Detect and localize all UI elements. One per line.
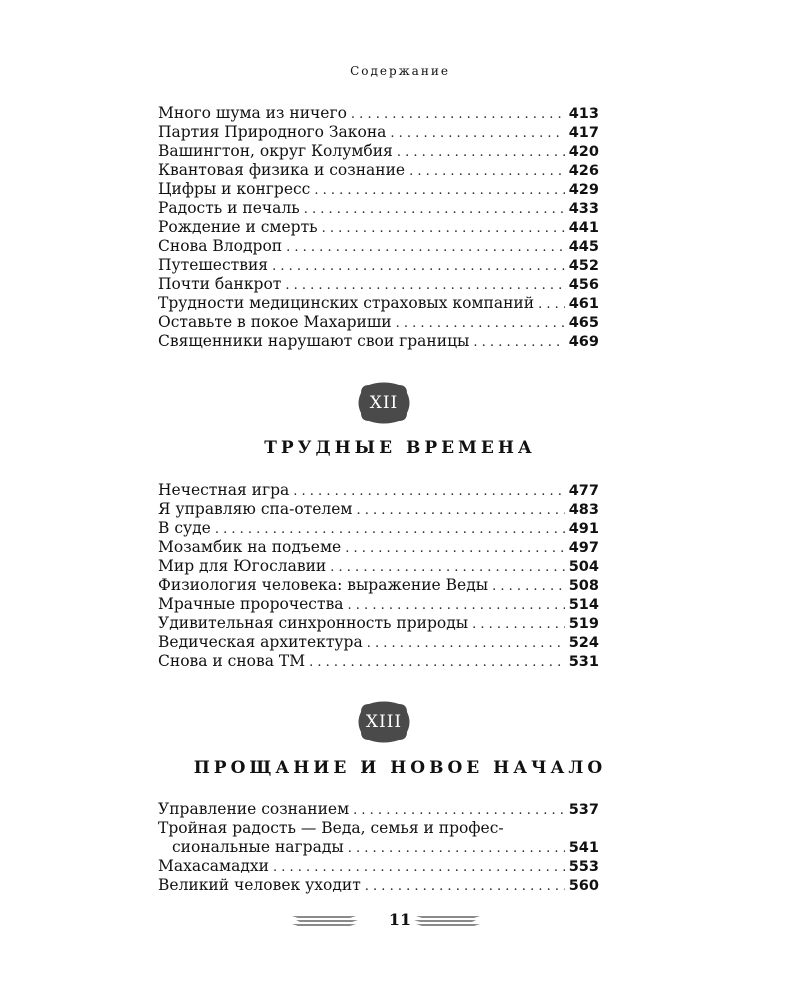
dot-leader [409, 162, 565, 181]
dot-leader [273, 858, 565, 877]
dot-leader [473, 333, 564, 352]
dot-leader [314, 181, 564, 200]
toc-entry-page: 445 [568, 239, 599, 255]
part-numeral: XII [369, 393, 399, 413]
toc-entry-title: Трудности медицинских страховых компаний [158, 294, 535, 312]
toc-entry[interactable] [158, 538, 599, 557]
toc-entry[interactable] [158, 275, 599, 294]
toc-entry-title-line-2: сиональные награды [172, 838, 344, 856]
toc-entry-title: Оставьте в покое Махариши [158, 313, 392, 331]
toc-entry-page: 441 [568, 220, 599, 236]
dot-leader [309, 653, 565, 672]
toc-entry[interactable] [158, 500, 599, 519]
toc-entry-title: Мозамбик на подъеме [158, 538, 342, 556]
toc-section-part-13 [158, 800, 599, 895]
toc-entry[interactable] [158, 332, 599, 351]
toc-entry-title: Вашингтон, округ Колумбия [158, 142, 393, 160]
dot-leader [215, 520, 565, 539]
toc-entry-title: Почти банкрот [158, 275, 282, 293]
toc-entry-page: 426 [568, 163, 599, 179]
part-numeral: XIII [365, 712, 403, 732]
dot-leader [348, 596, 565, 615]
toc-entry-title: Много шума из ничего [158, 104, 347, 122]
toc-entry[interactable] [158, 595, 599, 614]
toc-entry-title: Партия Природного Закона [158, 123, 387, 141]
toc-entry-page: 456 [568, 277, 599, 293]
toc-entry-page: 420 [568, 144, 599, 160]
toc-entry-title: Ведическая архитектура [158, 633, 363, 651]
toc-entry-page: 537 [568, 802, 599, 818]
toc-entry-page: 452 [568, 258, 599, 274]
toc-entry-page: 553 [568, 859, 599, 875]
toc-entry-title: Радость и печаль [158, 199, 300, 217]
dot-leader [272, 257, 565, 276]
toc-section-continued [158, 104, 599, 351]
toc-entry-page: 514 [568, 597, 599, 613]
toc-entry[interactable] [158, 876, 599, 895]
toc-entry-page: 504 [568, 559, 599, 575]
dot-leader [390, 124, 564, 143]
part-badge-13 [357, 700, 411, 744]
toc-entry[interactable] [158, 800, 599, 819]
toc-entry[interactable] [158, 142, 599, 161]
toc-entry[interactable] [158, 838, 599, 857]
toc-entry[interactable] [158, 199, 599, 218]
dot-leader [304, 200, 565, 219]
toc-entry-page: 508 [568, 578, 599, 594]
toc-entry-title: Я управляю спа-отелем [158, 500, 353, 518]
dot-leader [472, 615, 565, 634]
dot-leader [365, 877, 565, 896]
toc-section-part-12 [158, 481, 599, 671]
toc-entry-page: 413 [568, 106, 599, 122]
part-title: ТРУДНЫЕ ВРЕМЕНА [264, 438, 536, 458]
dot-leader [538, 295, 565, 314]
toc-entry-title: В суде [158, 519, 211, 537]
toc-entry-title: Махасамадхи [158, 857, 269, 875]
page-number: 11 [388, 910, 412, 929]
toc-entry-page: 461 [568, 296, 599, 312]
toc-entry[interactable] [158, 123, 599, 142]
toc-entry-page: 433 [568, 201, 599, 217]
toc-entry[interactable] [158, 614, 599, 633]
folio-ornament-right-icon [412, 908, 482, 932]
toc-entry-title: Цифры и конгресс [158, 180, 311, 198]
toc-entry-title: Мрачные пророчества [158, 595, 344, 613]
toc-entry[interactable] [158, 633, 599, 652]
toc-entry-page: 524 [568, 635, 599, 651]
toc-entry[interactable] [158, 481, 599, 500]
dot-leader [397, 143, 565, 162]
running-head: Содержание [350, 64, 450, 78]
toc-entry[interactable] [158, 313, 599, 332]
toc-entry-page: 531 [568, 654, 599, 670]
toc-entry-title: Великий человек уходит [158, 876, 361, 894]
dot-leader [356, 501, 564, 520]
toc-entry-title: Удивительная синхронность природы [158, 614, 469, 632]
toc-entry-title: Рождение и смерть [158, 218, 318, 236]
dot-leader [293, 482, 564, 501]
dot-leader [367, 634, 565, 653]
dot-leader [322, 219, 565, 238]
toc-entry-title: Управление сознанием [158, 800, 350, 818]
toc-entry-page: 483 [568, 502, 599, 518]
toc-entry-title: Мир для Югославии [158, 557, 327, 575]
dot-leader [285, 276, 564, 295]
dot-leader [286, 238, 565, 257]
toc-entry-title: Снова и снова ТМ [158, 652, 306, 670]
dot-leader [348, 839, 565, 858]
toc-entry[interactable] [158, 237, 599, 256]
toc-entry[interactable] [158, 180, 599, 199]
dot-leader [492, 577, 565, 596]
toc-entry-page: 560 [568, 878, 599, 894]
toc-entry-page: 465 [568, 315, 599, 331]
toc-entry[interactable] [158, 294, 599, 313]
toc-entry[interactable] [158, 256, 599, 275]
dot-leader [345, 539, 565, 558]
toc-entry[interactable] [158, 557, 599, 576]
toc-entry-title: Нечестная игра [158, 481, 290, 499]
folio [0, 908, 800, 932]
toc-entry-title: Путешествия [158, 256, 269, 274]
part-badge-12 [357, 381, 411, 425]
toc-entry[interactable] [158, 218, 599, 237]
toc-entry-title: Снова Влодроп [158, 237, 283, 255]
toc-entry-title: Физиология человека: выражение Веды [158, 576, 489, 594]
dot-leader [330, 558, 564, 577]
part-title: ПРОЩАНИЕ И НОВОЕ НАЧАЛО [193, 758, 607, 778]
dot-leader [353, 801, 565, 820]
toc-entry-page: 429 [568, 182, 599, 198]
toc-entry-page: 541 [568, 840, 599, 856]
toc-entry[interactable] [158, 576, 599, 595]
toc-entry-title: Священники нарушают свои границы [158, 332, 470, 350]
toc-entry-title-line-1[interactable]: Тройная радость — Веда, семья и профес- [158, 819, 504, 837]
toc-entry[interactable] [158, 857, 599, 876]
toc-entry-page: 477 [568, 483, 599, 499]
dot-leader [351, 105, 565, 124]
toc-entry[interactable] [158, 519, 599, 538]
toc-entry-page: 491 [568, 521, 599, 537]
toc-entry-page: 469 [568, 334, 599, 350]
toc-entry[interactable] [158, 104, 599, 123]
toc-entry[interactable] [158, 652, 599, 671]
toc-entry-title: Квантовая физика и сознание [158, 161, 406, 179]
dot-leader [396, 314, 565, 333]
toc-entry-page: 417 [568, 125, 599, 141]
toc-entry[interactable] [158, 161, 599, 180]
toc-entry-page: 497 [568, 540, 599, 556]
toc-entry-page: 519 [568, 616, 599, 632]
